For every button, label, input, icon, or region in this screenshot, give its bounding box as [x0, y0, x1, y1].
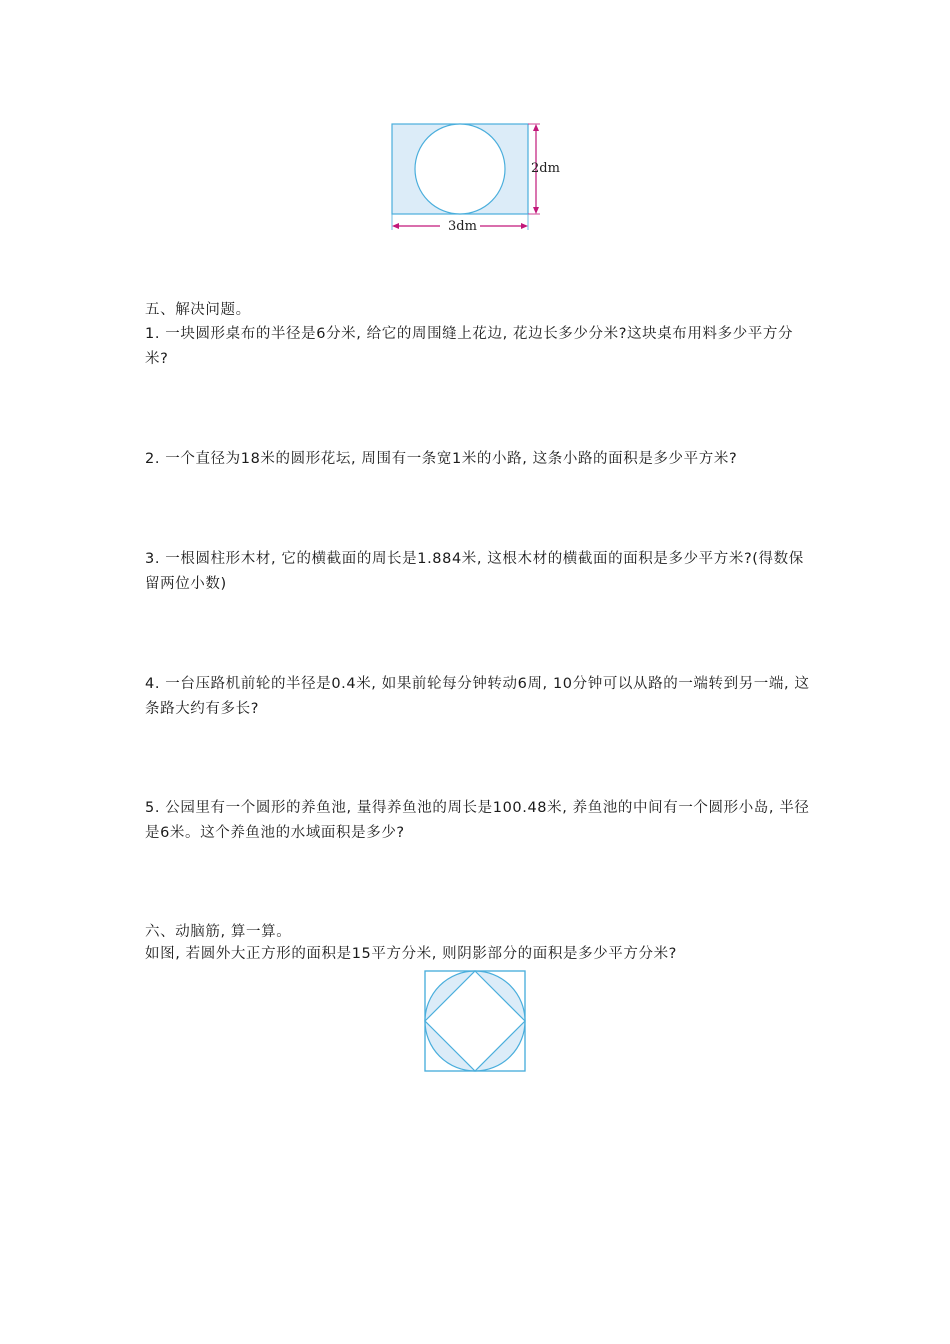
problem-5: 5. 公园里有一个圆形的养鱼池, 量得养鱼池的周长是100.48米, 养鱼池的中间有一个圆形小岛, 半径是6米。这个养鱼池的水域面积是多少? — [145, 800, 810, 841]
width-label: 3dm — [448, 219, 477, 234]
square-circle-square-figure — [420, 966, 530, 1076]
section5-title: 五、解决问题。 — [145, 302, 251, 318]
circle-in-rectangle-figure — [380, 116, 570, 240]
problem-4: 4. 一台压路机前轮的半径是0.4米, 如果前轮每分钟转动6周, 10分钟可以从路的一端转到另一端, 这条路大约有多长? — [145, 676, 810, 717]
height-label: 2dm — [531, 161, 560, 176]
problem-2: 2. 一个直径为18米的圆形花坛, 周围有一条宽1米的小路, 这条小路的面积是多少平方米? — [145, 451, 738, 467]
section6-title: 六、动脑筋, 算一算。 — [145, 924, 292, 940]
section6-question: 如图, 若圆外大正方形的面积是15平方分米, 则阴影部分的面积是多少平方分米? — [145, 946, 677, 962]
problem-3: 3. 一根圆柱形木材, 它的横截面的周长是1.884米, 这根木材的横截面的面积是多少平方米?(得数保留两位小数) — [145, 551, 804, 592]
problem-1: 1. 一块圆形桌布的半径是6分米, 给它的周围缝上花边, 花边长多少分米?这块桌布用料多少平方分米? — [145, 326, 794, 367]
inner-circle — [415, 124, 505, 214]
